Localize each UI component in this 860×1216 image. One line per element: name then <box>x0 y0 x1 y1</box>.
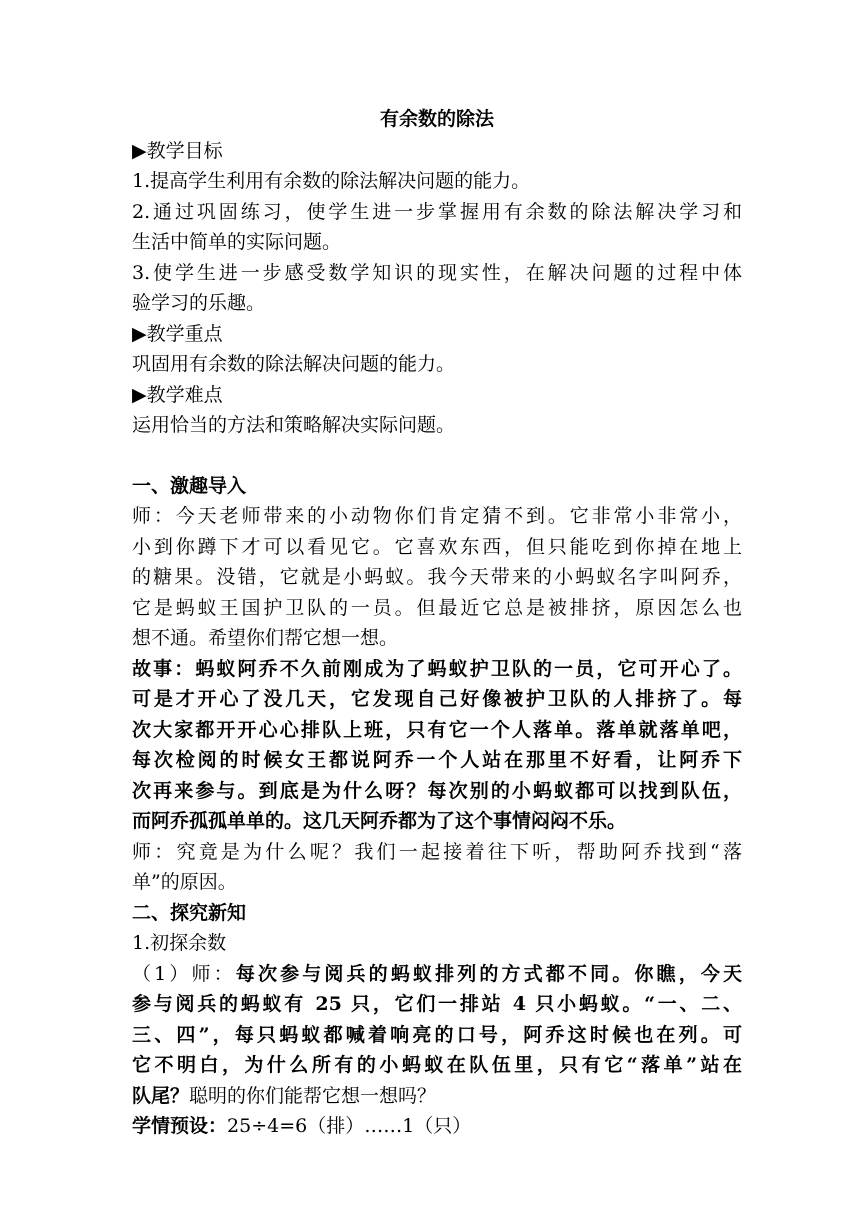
goals-heading: ▶教学目标 <box>132 139 223 162</box>
question-line-2: 单”的原因。 <box>132 871 237 893</box>
goal-1: 1.提高学生利用有余数的除法解决问题的能力。 <box>132 170 531 192</box>
question-line-1: 师：究竟是为什么呢？我们一起接着往下听，帮助阿乔找到“落 <box>132 840 742 863</box>
story-line-4: 每次检阅的时候女王都说阿乔一个人站在那里不好看，让阿乔下 <box>132 749 742 771</box>
part1-heading: 一、激趣导入 <box>132 474 247 497</box>
story-line-3: 次大家都开开心心排队上班，只有它一个人落单。落单就落单吧， <box>132 718 742 741</box>
part2-heading: 二、探究新知 <box>132 901 247 924</box>
preset-line <box>132 1111 742 1142</box>
story-line-2: 可是才开心了没几天，它发现自己好像被护卫队的人排挤了。每 <box>132 688 742 710</box>
goal-3-line-1: 3.使学生进一步感受数学知识的现实性，在解决问题的过程中体 <box>132 261 742 284</box>
q1-line-2: 参与阅兵的蚂蚁有 25 只，它们一排站 4 只小蚂蚁。“一、二、 <box>132 993 742 1015</box>
teacher-line-4: 它是蚂蚁王国护卫队的一员。但最近它总是被排挤，原因怎么也 <box>132 596 742 619</box>
q1-prefix: （1）师： <box>132 962 236 985</box>
key-text: 巩固用有余数的除法解决问题的能力。 <box>132 353 456 375</box>
story-line-6: 而阿乔孤孤单单的。这几天阿乔都为了这个事情闷闷不乐。 <box>132 810 627 832</box>
q1-last-bold: 队尾？ <box>132 1084 190 1107</box>
story-line-1: 故事：蚂蚁阿乔不久前刚成为了蚂蚁护卫队的一员，它可开心了。 <box>132 657 742 680</box>
story-line-5: 次再来参与。到底是为什么呀？每次别的小蚂蚁都可以找到队伍， <box>132 779 742 802</box>
teacher-line-5: 想不通。希望你们帮它想一想。 <box>132 627 399 649</box>
goal-3-line-2: 验学习的乐趣。 <box>132 292 266 314</box>
goal-2-line-1: 2.通过巩固练习，使学生进一步掌握用有余数的除法解决学习和 <box>132 200 742 223</box>
goal-2-line-2: 生活中简单的实际问题。 <box>132 231 342 253</box>
document-page <box>132 104 742 1142</box>
difficult-text: 运用恰当的方法和策略解决实际问题。 <box>132 414 456 436</box>
q1-line-3: 三、四”，每只蚂蚁都喊着响亮的口号，阿乔这时候也在列。可 <box>132 1023 742 1046</box>
q1-line-4: 它不明白，为什么所有的小蚂蚁在队伍里，只有它“落单”站在 <box>132 1054 742 1076</box>
q1-line-5 <box>132 1081 742 1112</box>
sub1-heading: 1.初探余数 <box>132 932 227 954</box>
q1-line-1-text: 每次参与阅兵的蚂蚁排列的方式都不同。你瞧，今天 <box>235 962 742 985</box>
preset-value: 25÷4=6（排）……1（只） <box>227 1115 472 1137</box>
teacher-line-2: 小到你蹲下才可以看见它。它喜欢东西，但只能吃到你掉在地上 <box>132 535 742 558</box>
q1-last-rest: 聪明的你们能帮它想一想吗？ <box>189 1084 437 1107</box>
blank-line <box>132 441 742 471</box>
q1-line-1 <box>132 959 742 990</box>
key-heading: ▶教学重点 <box>132 322 223 345</box>
teacher-line-3: 的糖果。没错，它就是小蚂蚁。我今天带来的小蚂蚁名字叫阿乔， <box>132 566 742 588</box>
document-title: 有余数的除法 <box>379 108 494 130</box>
preset-label: 学情预设： <box>132 1115 228 1137</box>
difficult-heading: ▶教学难点 <box>132 383 223 406</box>
teacher-line-1: 师：今天老师带来的小动物你们肯定猜不到。它非常小非常小， <box>132 505 742 527</box>
